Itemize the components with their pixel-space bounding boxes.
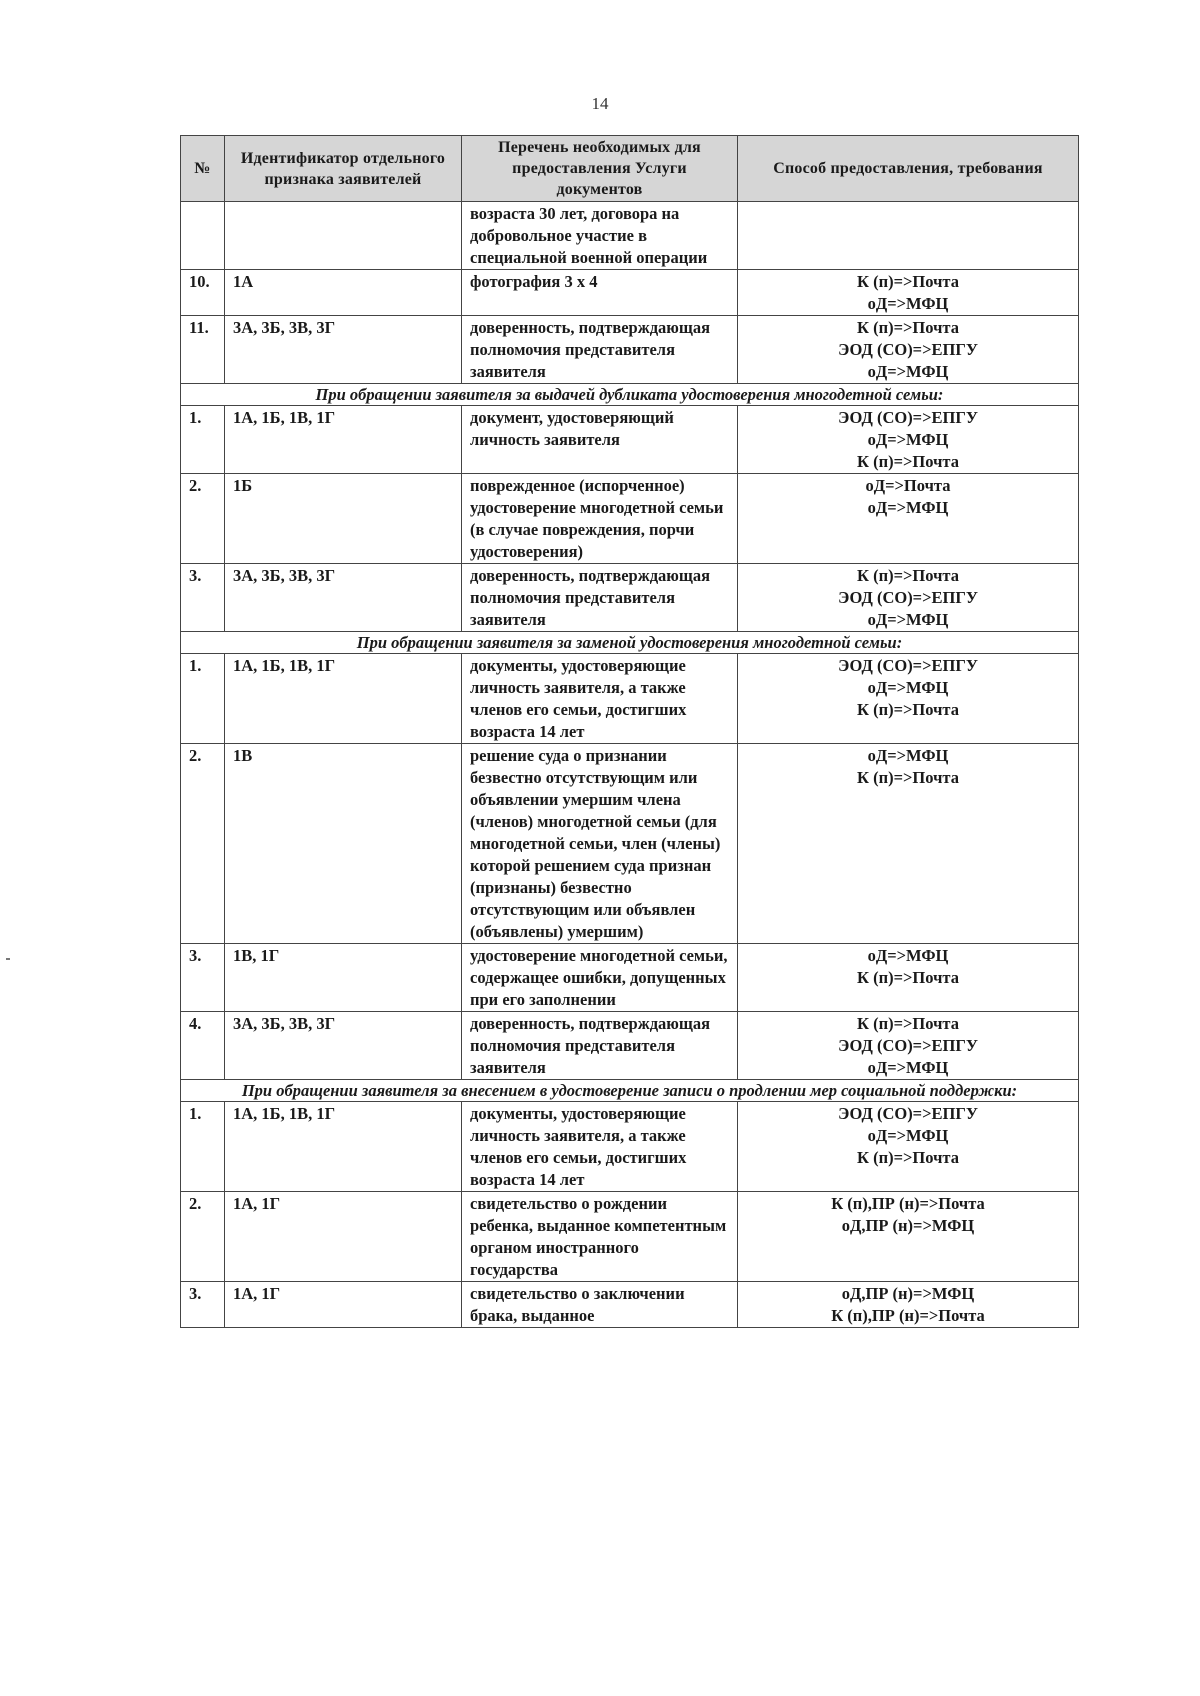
submission-method (738, 202, 1079, 270)
row-number: 1. (181, 654, 225, 744)
applicant-identifier: 1А, 1Г (225, 1282, 462, 1328)
row-number (181, 202, 225, 270)
table-row (181, 202, 1079, 270)
document-name: доверенность, подтверждающая полномочия представителя заявителя (462, 564, 738, 632)
applicant-identifier: 1А, 1Б, 1В, 1Г (225, 654, 462, 744)
document-name: документы, удостоверяющие личность заявителя, а также членов его семьи, достигших возраста 14 лет (462, 1102, 738, 1192)
document-name: свидетельство о рождении ребенка, выданное компетентным органом иностранного государства (462, 1192, 738, 1282)
document-name: удостоверение многодетной семьи, содержащее ошибки, допущенных при его заполнении (462, 944, 738, 1012)
table-row (181, 1282, 1079, 1328)
submission-method: К (п)=>Почта ЭОД (СО)=>ЕПГУ оД=>МФЦ (738, 1012, 1079, 1080)
documents-table (180, 135, 1079, 1328)
submission-method: оД,ПР (н)=>МФЦ К (п),ПР (н)=>Почта (738, 1282, 1079, 1328)
row-number: 1. (181, 406, 225, 474)
submission-method: К (п),ПР (н)=>Почта оД,ПР (н)=>МФЦ (738, 1192, 1079, 1282)
section-heading-row (181, 1080, 1079, 1102)
scan-mark (6, 958, 10, 960)
table-header-row (181, 136, 1079, 202)
applicant-identifier: 1В, 1Г (225, 944, 462, 1012)
section-heading: При обращении заявителя за заменой удостоверения многодетной семьи: (181, 632, 1079, 654)
row-number: 4. (181, 1012, 225, 1080)
table-body (181, 202, 1079, 1328)
header-method: Способ предоставления, требования (738, 136, 1079, 202)
table-row (181, 406, 1079, 474)
header-documents: Перечень необходимых для предоставления Услуги документов (462, 136, 738, 202)
submission-method: ЭОД (СО)=>ЕПГУ оД=>МФЦ К (п)=>Почта (738, 654, 1079, 744)
submission-method: оД=>МФЦ К (п)=>Почта (738, 744, 1079, 944)
row-number: 3. (181, 564, 225, 632)
submission-method: К (п)=>Почта ЭОД (СО)=>ЕПГУ оД=>МФЦ (738, 564, 1079, 632)
section-heading: При обращении заявителя за внесением в удостоверение записи о продлении мер социальной поддержки: (181, 1080, 1079, 1102)
document-name: доверенность, подтверждающая полномочия представителя заявителя (462, 1012, 738, 1080)
applicant-identifier: 1Б (225, 474, 462, 564)
applicant-identifier: 1В (225, 744, 462, 944)
applicant-identifier: 1А, 1Г (225, 1192, 462, 1282)
submission-method: оД=>Почта оД=>МФЦ (738, 474, 1079, 564)
row-number: 1. (181, 1102, 225, 1192)
table-row (181, 564, 1079, 632)
row-number: 2. (181, 744, 225, 944)
document-name: документ, удостоверяющий личность заявителя (462, 406, 738, 474)
applicant-identifier: 3А, 3Б, 3В, 3Г (225, 316, 462, 384)
submission-method: оД=>МФЦ К (п)=>Почта (738, 944, 1079, 1012)
section-heading-row (181, 632, 1079, 654)
header-identifier: Идентификатор отдельного признака заявителей (225, 136, 462, 202)
section-heading: При обращении заявителя за выдачей дубликата удостоверения многодетной семьи: (181, 384, 1079, 406)
header-num: № (181, 136, 225, 202)
row-number: 2. (181, 1192, 225, 1282)
applicant-identifier: 1А, 1Б, 1В, 1Г (225, 406, 462, 474)
row-number: 3. (181, 944, 225, 1012)
section-heading-row (181, 384, 1079, 406)
table-row (181, 944, 1079, 1012)
document-name: свидетельство о заключении брака, выданное (462, 1282, 738, 1328)
document-name: доверенность, подтверждающая полномочия представителя заявителя (462, 316, 738, 384)
submission-method: ЭОД (СО)=>ЕПГУ оД=>МФЦ К (п)=>Почта (738, 1102, 1079, 1192)
applicant-identifier: 1А (225, 270, 462, 316)
document-name: поврежденное (испорченное) удостоверение многодетной семьи (в случае повреждения, порчи удостоверения) (462, 474, 738, 564)
row-number: 3. (181, 1282, 225, 1328)
table-row (181, 474, 1079, 564)
table-row (181, 1012, 1079, 1080)
table-row (181, 654, 1079, 744)
row-number: 2. (181, 474, 225, 564)
table-row (181, 1102, 1079, 1192)
row-number: 11. (181, 316, 225, 384)
row-number: 10. (181, 270, 225, 316)
document-name: решение суда о признании безвестно отсутствующим или объявлении умершим члена (членов) многодетной семьи (для многодетной семьи, член (члены) которой решением суда признан (признаны) безвестно отсутствующим или объявлен (объявлены) умершим) (462, 744, 738, 944)
page-number: 14 (591, 94, 609, 113)
applicant-identifier: 1А, 1Б, 1В, 1Г (225, 1102, 462, 1192)
applicant-identifier (225, 202, 462, 270)
document-name: фотография 3 х 4 (462, 270, 738, 316)
submission-method: К (п)=>Почта оД=>МФЦ (738, 270, 1079, 316)
table-row (181, 316, 1079, 384)
table-row (181, 270, 1079, 316)
applicant-identifier: 3А, 3Б, 3В, 3Г (225, 564, 462, 632)
submission-method: К (п)=>Почта ЭОД (СО)=>ЕПГУ оД=>МФЦ (738, 316, 1079, 384)
applicant-identifier: 3А, 3Б, 3В, 3Г (225, 1012, 462, 1080)
document-name: возраста 30 лет, договора на добровольное участие в специальной военной операции (462, 202, 738, 270)
table-row (181, 744, 1079, 944)
submission-method: ЭОД (СО)=>ЕПГУ оД=>МФЦ К (п)=>Почта (738, 406, 1079, 474)
document-name: документы, удостоверяющие личность заявителя, а также членов его семьи, достигших возраста 14 лет (462, 654, 738, 744)
table-row (181, 1192, 1079, 1282)
